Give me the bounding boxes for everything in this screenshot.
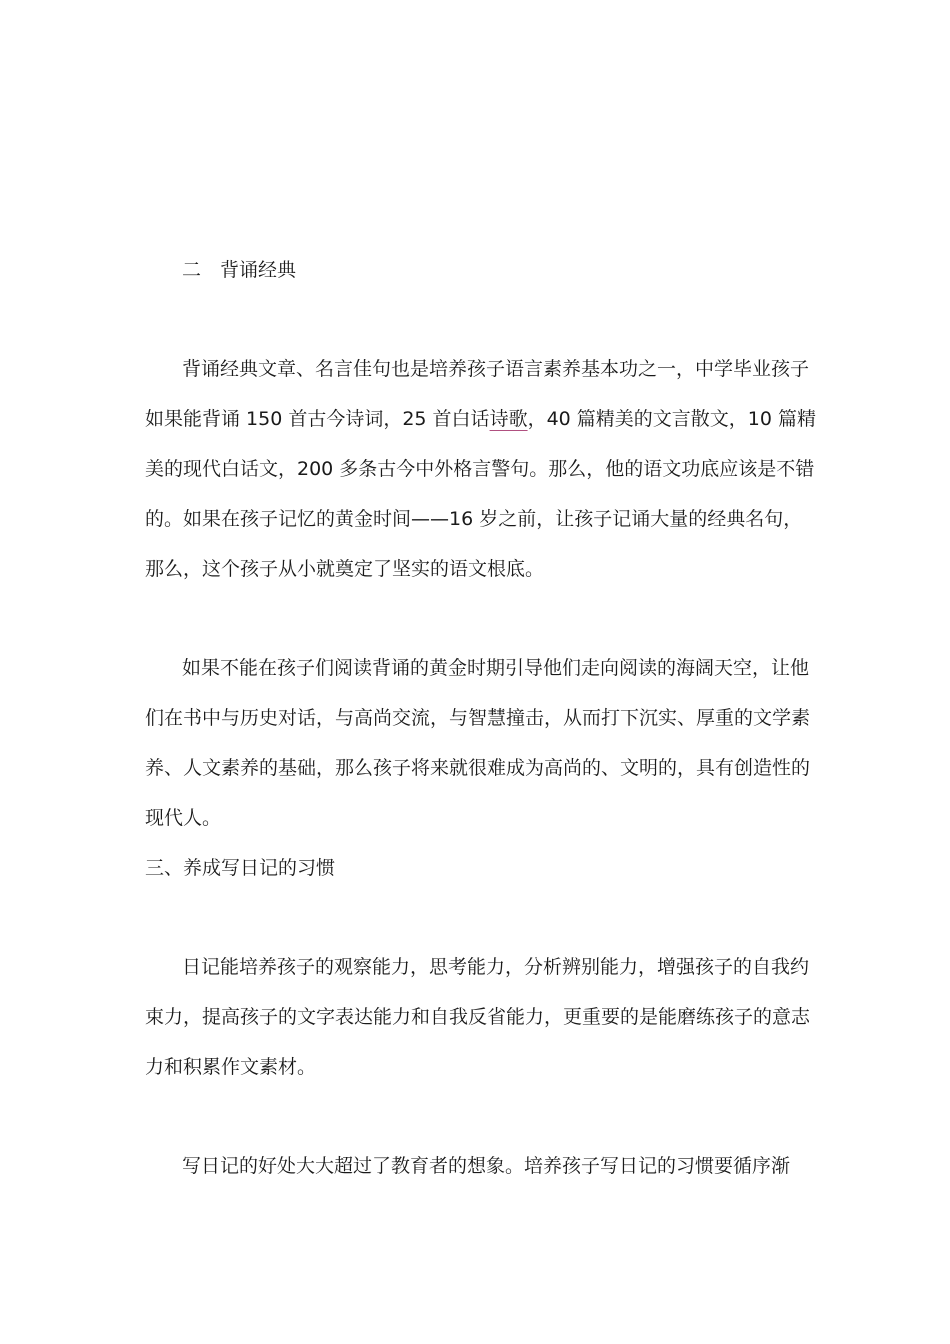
paragraph-1-line-5: 那么，这个孩子从小就奠定了坚实的语文根底。 xyxy=(145,558,545,580)
section-heading-2: 二 背诵经典 xyxy=(182,259,297,281)
paragraph-2-line-1: 如果不能在孩子们阅读背诵的黄金时期引导他们走向阅读的海阔天空，让他 xyxy=(182,657,810,679)
paragraph-1-line-2 xyxy=(145,406,825,432)
paragraph-2-line-4: 现代人。 xyxy=(145,807,222,829)
paragraph-2-line-3: 养、人文素养的基础，那么孩子将来就很难成为高尚的、文明的，具有创造性的 xyxy=(145,757,811,779)
paragraph-3-line-2: 束力，提高孩子的文字表达能力和自我反省能力，更重要的是能磨练孩子的意志 xyxy=(145,1006,811,1028)
paragraph-4-line-1: 写日记的好处大大超过了教育者的想象。培养孩子写日记的习惯要循序渐 xyxy=(182,1155,791,1177)
paragraph-1-line-3: 美的现代白话文，200 多条古今中外格言警句。那么，他的语文功底应该是不错 xyxy=(145,458,815,480)
paragraph-1-line-4: 的。如果在孩子记忆的黄金时间——16 岁之前，让孩子记诵大量的经典名句， xyxy=(145,508,803,530)
paragraph-1-line-1: 背诵经典文章、名言佳句也是培养孩子语言素养基本功之一，中学毕业孩子 xyxy=(182,358,810,380)
spellcheck-underlined-word: 诗歌 xyxy=(489,408,528,430)
text-span: ，40 篇精美的文言散文，10 篇精 xyxy=(527,408,817,430)
paragraph-3-line-3: 力和积累作文素材。 xyxy=(145,1056,317,1078)
paragraph-2-line-2: 们在书中与历史对话，与高尚交流，与智慧撞击，从而打下沉实、厚重的文学素 xyxy=(145,707,811,729)
section-heading-3: 三、养成写日记的习惯 xyxy=(145,857,336,879)
paragraph-3-line-1: 日记能培养孩子的观察能力，思考能力，分析辨别能力，增强孩子的自我约 xyxy=(182,956,810,978)
text-span: 如果能背诵 150 首古今诗词，25 首白话 xyxy=(145,408,490,430)
